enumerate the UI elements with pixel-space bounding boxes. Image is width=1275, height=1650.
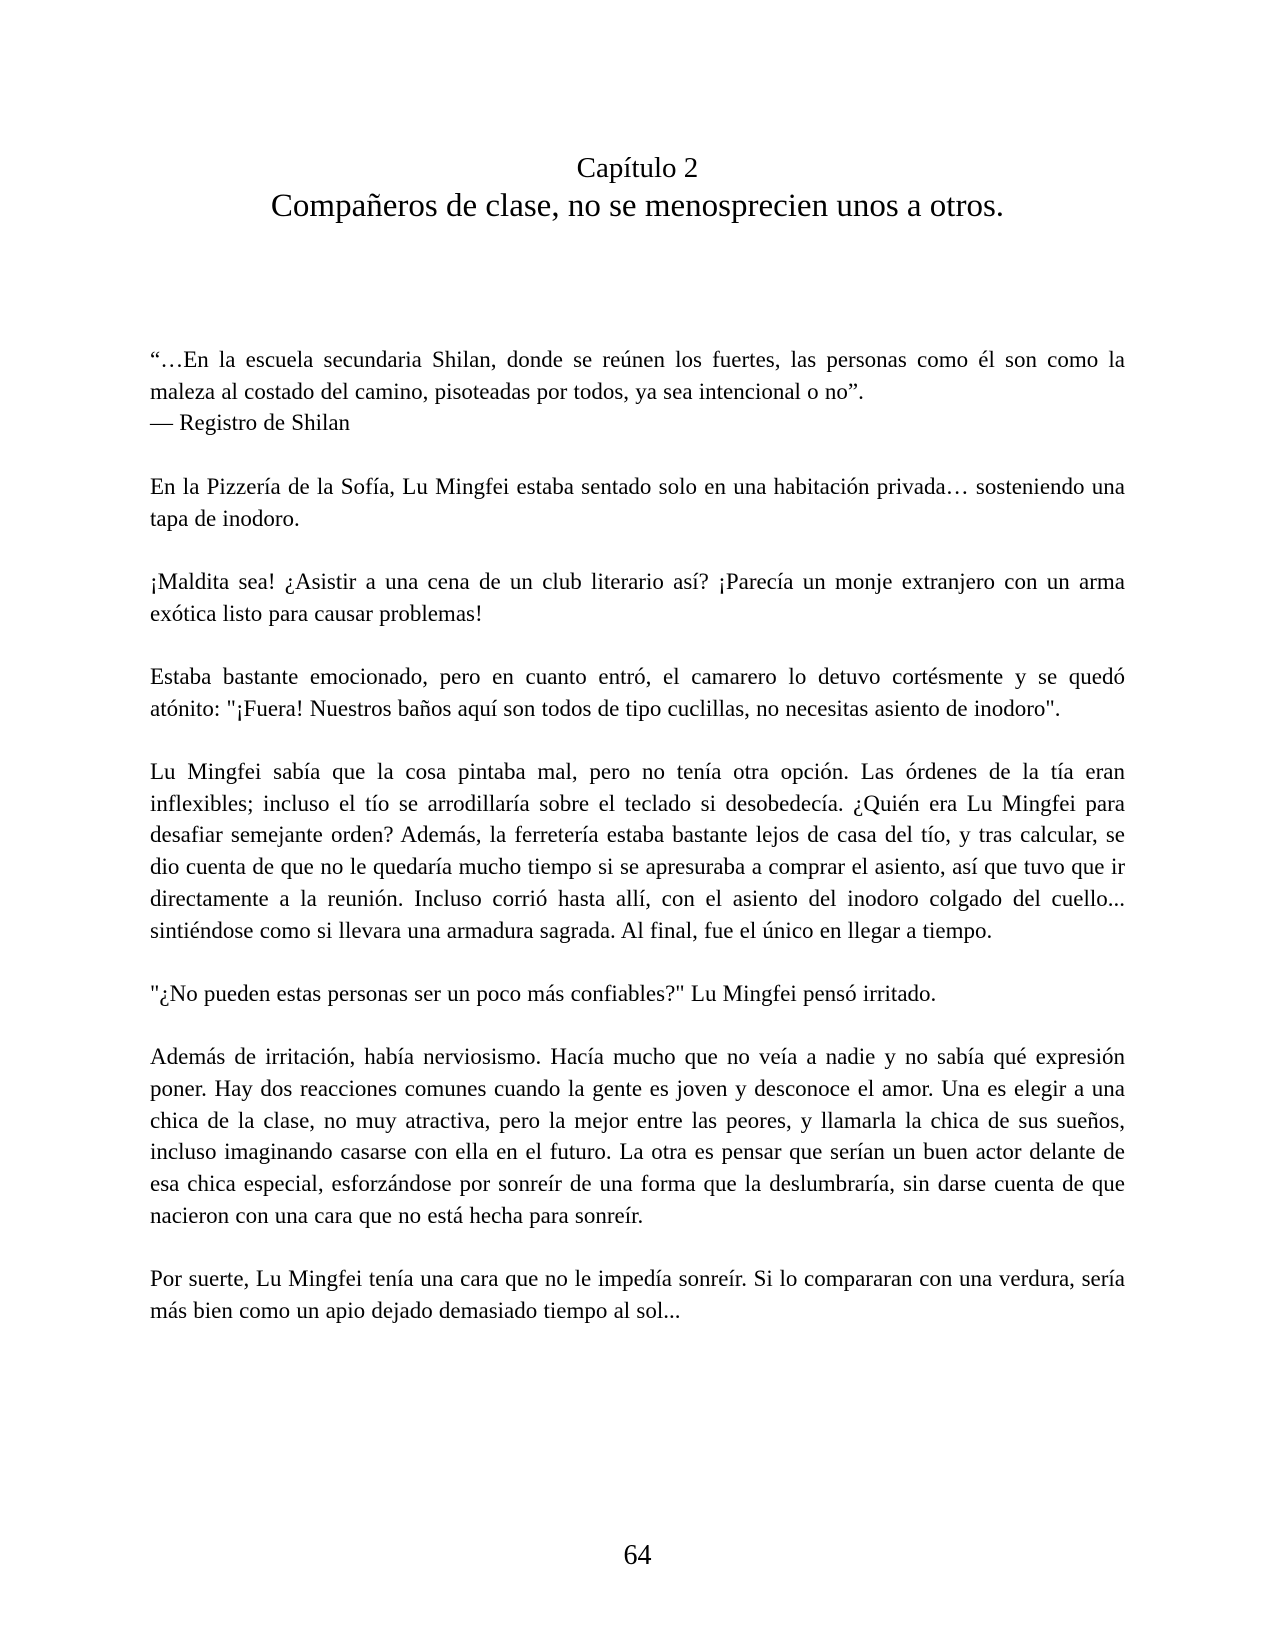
chapter-body: [150, 225, 1125, 1327]
paragraph: Además de irritación, había nerviosismo. Hacía mucho que no veía a nadie y no sabía qué expresión poner. Hay dos reacciones comunes cuando la gente es joven y desconoce el amor. Una es elegir a una chica de la clase, no muy atractiva, pero la mejor entre las peores, y llamarla la chica de sus sueños, incluso imaginando casarse con ella en el futuro. La otra es pensar que serían un buen actor delante de esa chica especial, esforzándose por sonreír de una forma que la deslumbraría, sin darse cuenta de que nacieron con una cara que no está hecha para sonreír.: [150, 1044, 1125, 1228]
paragraph: "¿No pueden estas personas ser un poco más confiables?" Lu Mingfei pensó irritado.: [150, 980, 937, 1006]
epigraph-attribution: — Registro de Shilan: [150, 410, 351, 436]
paragraph: ¡Maldita sea! ¿Asistir a una cena de un club literario así? ¡Parecía un monje extranjero con un arma exótica listo para causar problemas!: [150, 568, 1125, 626]
chapter-header: [150, 149, 1125, 225]
page-number: 64: [623, 1540, 652, 1571]
epigraph-quote: “…En la escuela secundaria Shilan, donde se reúnen los fuertes, las personas como él son como la maleza al costado del camino, pisoteadas por todos, ya sea intencional o no”.: [150, 347, 1125, 404]
paragraph: En la Pizzería de la Sofía, Lu Mingfei estaba sentado solo en una habitación privada… sosteniendo una tapa de inodoro.: [150, 473, 1125, 531]
paragraph: Estaba bastante emocionado, pero en cuanto entró, el camarero lo detuvo cortésmente y se quedó atónito: "¡Fuera! Nuestros baños aquí son todos de tipo cuclillas, no necesitas asiento de inodoro".: [150, 663, 1125, 721]
paragraph: Por suerte, Lu Mingfei tenía una cara que no le impedía sonreír. Si lo compararan con una verdura, sería más bien como un apio dejado demasiado tiempo al sol...: [150, 1266, 1125, 1323]
paragraph: Lu Mingfei sabía que la cosa pintaba mal, pero no tenía otra opción. Las órdenes de la tía eran inflexibles; incluso el tío se arrodillaría sobre el teclado si desobedecía. ¿Quién era Lu Mingfei para desafiar semejante orden? Además, la ferretería estaba bastante lejos de casa del tío, y tras calcular, se dio cuenta de que no le quedaría mucho tiempo si se apresuraba a comprar el asiento, así que tuvo que ir directamente a la reunión. Incluso corrió hasta allí, con el asiento del inodoro colgado del cuello... sintiéndose como si llevara una armadura sagrada. Al final, fue el único en llegar a tiempo.: [150, 759, 1125, 943]
chapter-title: Compañeros de clase, no se menosprecien unos a otros.: [270, 188, 1005, 224]
chapter-number: Capítulo 2: [576, 152, 699, 184]
